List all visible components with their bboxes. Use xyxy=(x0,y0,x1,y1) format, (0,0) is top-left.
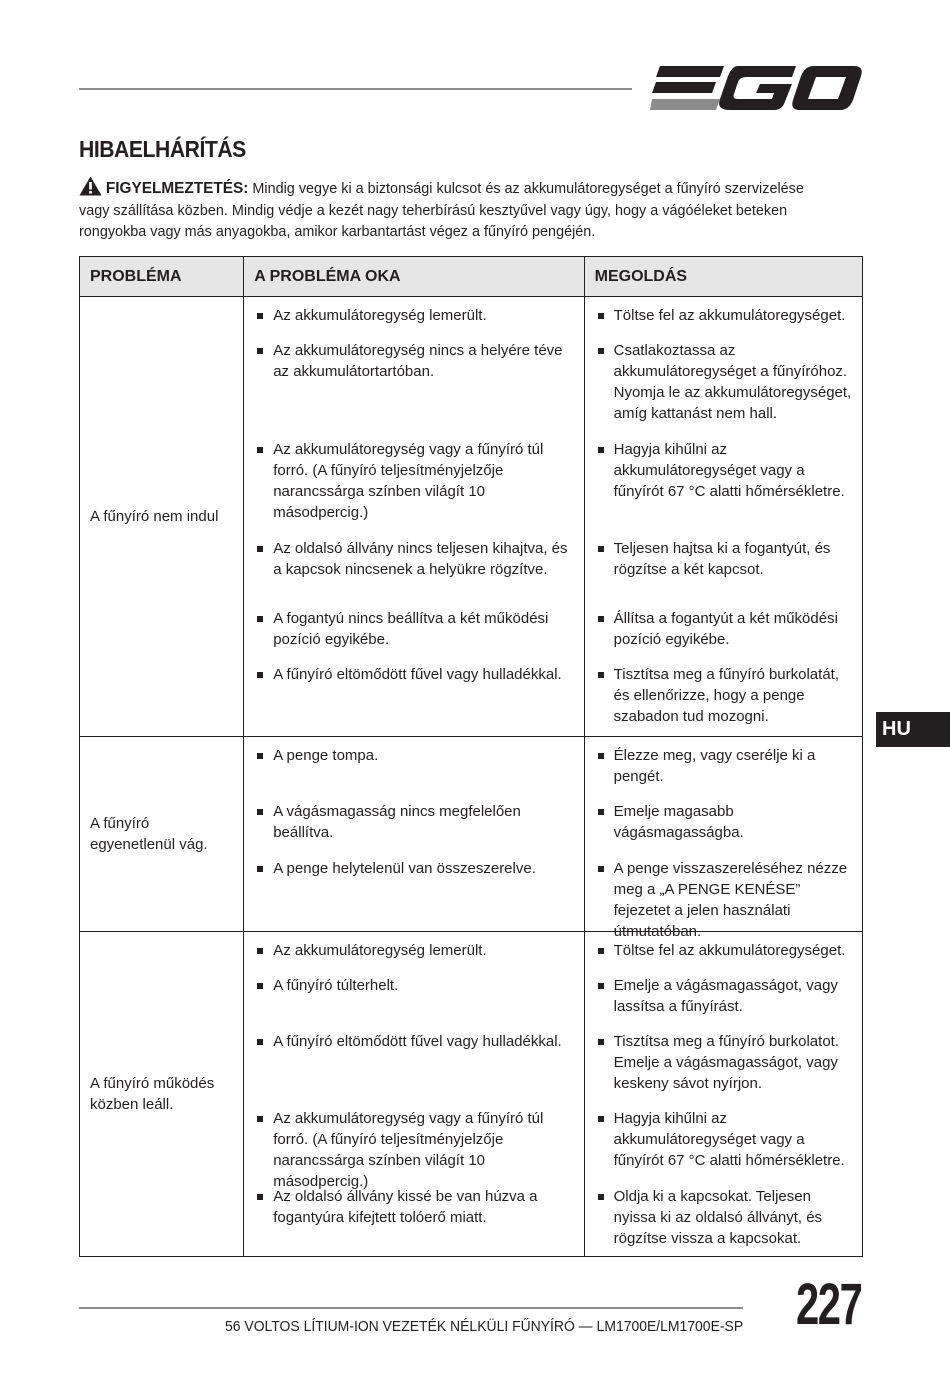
table-row xyxy=(80,297,863,737)
table-header-row xyxy=(80,257,863,297)
bullet-icon xyxy=(257,447,263,453)
list-item: A fogantyú nincs beállítva a két működési pozíció egyikébe. xyxy=(254,608,573,664)
bullet-icon xyxy=(257,866,263,872)
bullet-icon xyxy=(257,1116,263,1122)
list-item: A fűnyíró eltömődött fűvel vagy hulladékkal. xyxy=(254,664,573,736)
footer-product-title: 56 VOLTOS LÍTIUM-ION VEZETÉK NÉLKÜLI FŰNYÍRÓ — LM1700E/LM1700E-SP xyxy=(224,1318,743,1335)
list-item: A penge helytelenül van összeszerelve. xyxy=(254,858,573,931)
list-item: Az oldalsó állvány kissé be van húzva a fogantyúra kifejtett tolóerő miatt. xyxy=(254,1186,573,1256)
bullet-icon xyxy=(598,313,604,319)
warning-icon xyxy=(79,176,102,196)
list-item: Csatlakoztassa az akkumulátoregységet a fűnyíróhoz. Nyomja le az akkumulátoregységet, amíg kattanást nem hall. xyxy=(595,340,852,439)
bullet-icon xyxy=(257,313,263,319)
bullet-icon xyxy=(598,866,604,872)
bullet-icon xyxy=(598,1039,604,1045)
bullet-icon xyxy=(257,672,263,678)
header-problem: PROBLÉMA xyxy=(80,257,244,297)
bullet-icon xyxy=(257,948,263,954)
page-number: 227 xyxy=(796,1272,862,1337)
warning-label: FIGYELMEZTETÉS: xyxy=(105,180,249,197)
solution-cell xyxy=(584,737,862,940)
table-row xyxy=(80,932,863,1257)
list-item: Az akkumulátoregység lemerült. xyxy=(254,305,573,340)
bullet-icon xyxy=(598,616,604,622)
troubleshooting-table xyxy=(79,256,863,1257)
list-item: Töltse fel az akkumulátoregységet. xyxy=(595,305,852,340)
language-tab: HU xyxy=(876,712,950,747)
table-row xyxy=(80,737,863,932)
bullet-icon xyxy=(598,546,604,552)
bullet-icon xyxy=(598,672,604,678)
cause-cell xyxy=(244,737,584,932)
warning-text: Mindig vegye ki a biztonsági kulcsot és az akkumulátoregységet a fűnyíró szervizelése vagy szállítása közben. Mindig védje a kezét nagy teherbírású kesztyűvel vagy úgy, hogy a vágóéleket beteken rongyokba vagy más anyagokba, amikor karbantartást végez a fűnyíró pengéjén. xyxy=(79,180,804,240)
bullet-icon xyxy=(598,809,604,815)
list-item: Hagyja kihűlni az akkumulátoregységet vagy a fűnyírót 67 °C alatti hőmérsékletre. xyxy=(595,439,852,538)
section-title: HIBAELHÁRÍTÁS xyxy=(79,136,246,162)
header-cause: A PROBLÉMA OKA xyxy=(244,257,584,297)
bullet-icon xyxy=(598,447,604,453)
footer-rule xyxy=(79,1307,743,1309)
list-item: Hagyja kihűlni az akkumulátoregységet vagy a fűnyírót 67 °C alatti hőmérsékletre. xyxy=(595,1108,852,1186)
problem-cell: A fűnyíró működés közben leáll. xyxy=(80,932,244,1257)
bullet-icon xyxy=(257,616,263,622)
solution-cell xyxy=(584,297,862,737)
cause-cell xyxy=(244,297,584,737)
bullet-icon xyxy=(598,348,604,354)
ego-logo xyxy=(650,64,862,112)
list-item: Emelje a vágásmagasságot, vagy lassítsa a fűnyírást. xyxy=(595,975,852,1031)
list-item: A penge visszaszereléséhez nézze meg a „A PENGE KENÉSE” fejezetet a jelen használati útmutatóban. xyxy=(595,858,852,931)
list-item: Tisztítsa meg a fűnyíró burkolatot. Emelje a vágásmagasságot, vagy keskeny sávot nyírjon. xyxy=(595,1031,852,1108)
list-item: Az akkumulátoregység vagy a fűnyíró túl forró. (A fűnyíró teljesítményjelzője narancssárga színben világít 10 másodpercig.) xyxy=(254,439,573,538)
bullet-icon xyxy=(257,546,263,552)
bullet-icon xyxy=(598,1116,604,1122)
warning-paragraph xyxy=(79,176,837,243)
problem-cell: A fűnyíró egyenetlenül vág. xyxy=(80,737,244,932)
bullet-icon xyxy=(598,983,604,989)
list-item: Töltse fel az akkumulátoregységet. xyxy=(595,940,852,975)
bullet-icon xyxy=(257,348,263,354)
list-item: Élezze meg, vagy cserélje ki a pengét. xyxy=(595,745,852,801)
bullet-icon xyxy=(598,753,604,759)
bullet-icon xyxy=(598,1194,604,1200)
list-item: Az akkumulátoregység nincs a helyére téve az akkumulátortartóban. xyxy=(254,340,573,439)
list-item: Emelje magasabb vágásmagasságba. xyxy=(595,801,852,858)
header-rule xyxy=(79,88,632,90)
bullet-icon xyxy=(257,983,263,989)
list-item: Állítsa a fogantyút a két működési pozíció egyikébe. xyxy=(595,608,852,664)
bullet-icon xyxy=(257,753,263,759)
header-solution: MEGOLDÁS xyxy=(584,257,862,297)
list-item: Tisztítsa meg a fűnyíró burkolatát, és ellenőrizze, hogy a penge szabadon tud mozogni. xyxy=(595,664,852,736)
bullet-icon xyxy=(257,1194,263,1200)
bullet-icon xyxy=(257,1039,263,1045)
list-item: Az oldalsó állvány nincs teljesen kihajtva, és a kapcsok nincsenek a helyükre rögzítve. xyxy=(254,538,573,608)
list-item: A penge tompa. xyxy=(254,745,573,801)
cause-cell xyxy=(244,932,584,1257)
bullet-icon xyxy=(598,948,604,954)
list-item: Oldja ki a kapcsokat. Teljesen nyissa ki az oldalsó állványt, és rögzítse vissza a kapcsokat. xyxy=(595,1186,852,1256)
list-item: A fűnyíró túlterhelt. xyxy=(254,975,573,1031)
list-item: Az akkumulátoregység vagy a fűnyíró túl forró. (A fűnyíró teljesítményjelzője narancssárga színben világít 10 másodpercig.) xyxy=(254,1108,573,1186)
list-item: A fűnyíró eltömődött fűvel vagy hulladékkal. xyxy=(254,1031,573,1108)
list-item: A vágásmagasság nincs megfelelően beállítva. xyxy=(254,801,573,858)
list-item: Az akkumulátoregység lemerült. xyxy=(254,940,573,975)
solution-cell xyxy=(584,932,862,1257)
list-item: Teljesen hajtsa ki a fogantyút, és rögzítse a két kapcsot. xyxy=(595,538,852,608)
bullet-icon xyxy=(257,809,263,815)
problem-cell: A fűnyíró nem indul xyxy=(80,297,244,737)
